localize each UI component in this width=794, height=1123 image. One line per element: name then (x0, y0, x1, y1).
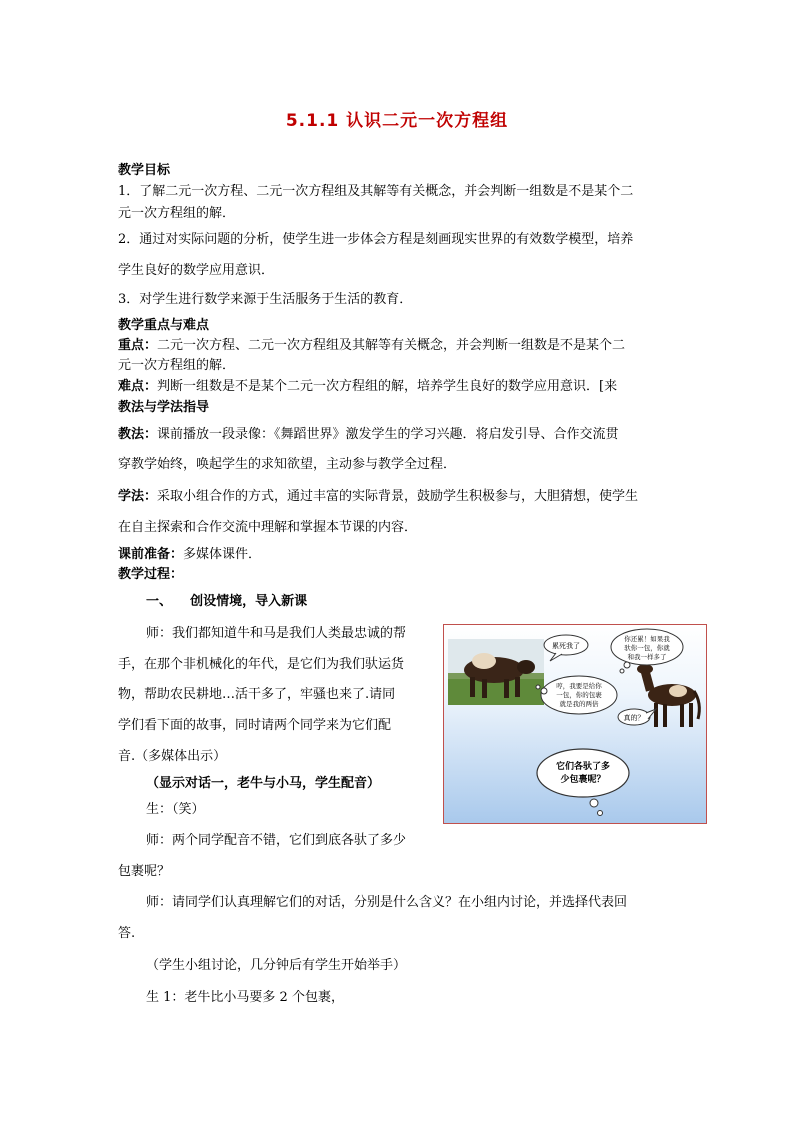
bubble-4-text: 真的？ (623, 714, 645, 722)
page-title: 5.1.1 认识二元一次方程组 (285, 111, 509, 131)
difficult-point-label: 难点： (118, 379, 158, 394)
bubble-3-line-1: 哼，我要是给你 (556, 682, 602, 690)
key-point-line-2: 元一次方程组的解． (118, 358, 236, 373)
objective-1-line-1: 1．了解二元一次方程、二元一次方程组及其解等有关概念，并会判断一组数是不是某个二 (118, 184, 634, 199)
preparation-text: 多媒体课件． (183, 547, 262, 562)
ox-horse-illustration (443, 624, 707, 824)
bubble-1-text: 累死我了 (552, 642, 580, 650)
paragraph-5-line-1: 师：请同学们认真理解它们的对话，分别是什么含义？在小组内讨论，并选择代表回 (146, 895, 628, 910)
preparation (118, 547, 261, 563)
paragraph-7: 生 1：老牛比小马要多 2 个包裹， (146, 990, 344, 1005)
bubble-3-line-2: 一包，你的包裹 (556, 691, 602, 699)
section-1-heading: 一、 创设情境，导入新课 (146, 594, 308, 609)
learning-method-text: 采取小组合作的方式，通过丰富的实际背景，鼓励学生积极参与，大胆猜想，使学生 (157, 489, 639, 504)
paragraph-1-line-4: 学们看下面的故事，同时请两个同学来为它们配 (118, 718, 392, 733)
paragraph-4-line-1: 师：两个同学配音不错，它们到底各驮了多少 (146, 833, 407, 848)
difficult-point (118, 379, 617, 395)
process-heading: 教学过程： (118, 567, 184, 582)
objective-2-line-2: 学生良好的数学应用意识． (118, 263, 275, 278)
paragraph-1-line-5: 音.（多媒体出示） (118, 749, 227, 764)
bubble-2-line-3: 和我一样多了 (627, 653, 667, 661)
paragraph-5-line-2: 答. (118, 926, 136, 941)
speech-bubble-4 (618, 709, 656, 725)
question-bubble (537, 749, 629, 816)
learning-method-line-2: 在自主探索和合作交流中理解和掌握本节课的内容． (118, 520, 418, 535)
teaching-method-line-1 (118, 427, 619, 443)
objective-1-line-2: 元一次方程组的解． (118, 206, 236, 221)
key-point-line-1 (118, 338, 625, 354)
ox-photo (448, 639, 544, 705)
paragraph-6: （学生小组讨论，几分钟后有学生开始举手） (146, 958, 407, 973)
teaching-method-label: 教法： (118, 427, 158, 442)
paragraph-1-line-2: 手，在那个非机械化的年代，是它们为我们驮运货 (118, 657, 405, 672)
bubble-3-line-3: 就是我的两倍 (559, 700, 599, 708)
paragraph-1-line-3: 物，帮助农民耕地…活干多了，牢骚也来了.请同 (118, 687, 396, 702)
methods-heading: 教法与学法指导 (118, 400, 210, 415)
question-line-1: 它们各驮了多 (555, 762, 611, 772)
objective-3: 3．对学生进行数学来源于生活服务于生活的教育． (118, 292, 413, 307)
speech-bubble-1 (544, 635, 588, 661)
key-point-label: 重点： (118, 338, 158, 353)
illustration-svg (444, 625, 706, 823)
objectives-heading: 教学目标 (118, 163, 171, 178)
paragraph-1-line-1: 师：我们都知道牛和马是我们人类最忠诚的帮 (146, 626, 407, 641)
question-line-2: 少包裹呢？ (560, 775, 606, 785)
paragraph-4-line-2: 包裹呢？ (118, 864, 171, 879)
key-points-heading: 教学重点与难点 (118, 318, 210, 333)
bubble-2-line-2: 驮你一包，你就 (624, 644, 670, 652)
difficult-point-text: 判断一组数是不是某个二元一次方程组的解，培养学生良好的数学应用意识．[来 (157, 379, 618, 394)
teaching-method-text: 课前播放一段录像：《舞蹈世界》激发学生的学习兴趣．将启发引导、合作交流贯 (157, 427, 619, 442)
bubble-2-line-1: 你还累！如果我 (624, 635, 670, 643)
paragraph-3: 生：（笑） (146, 802, 205, 817)
key-point-text: 二元一次方程、二元一次方程组及其解等有关概念，并会判断一组数是不是某个二 (157, 338, 626, 353)
speech-bubble-3 (536, 676, 617, 714)
teaching-method-line-2: 穿教学始终，唤起学生的求知欲望，主动参与教学全过程． (118, 457, 457, 472)
learning-method-line-1 (118, 489, 638, 505)
preparation-label: 课前准备： (118, 547, 184, 562)
learning-method-label: 学法： (118, 489, 158, 504)
objective-2-line-1: 2．通过对实际问题的分析，使学生进一步体会方程是刻画现实世界的有效数学模型，培养 (118, 232, 634, 247)
paragraph-2: （显示对话一，老牛与小马，学生配音） (146, 776, 381, 791)
